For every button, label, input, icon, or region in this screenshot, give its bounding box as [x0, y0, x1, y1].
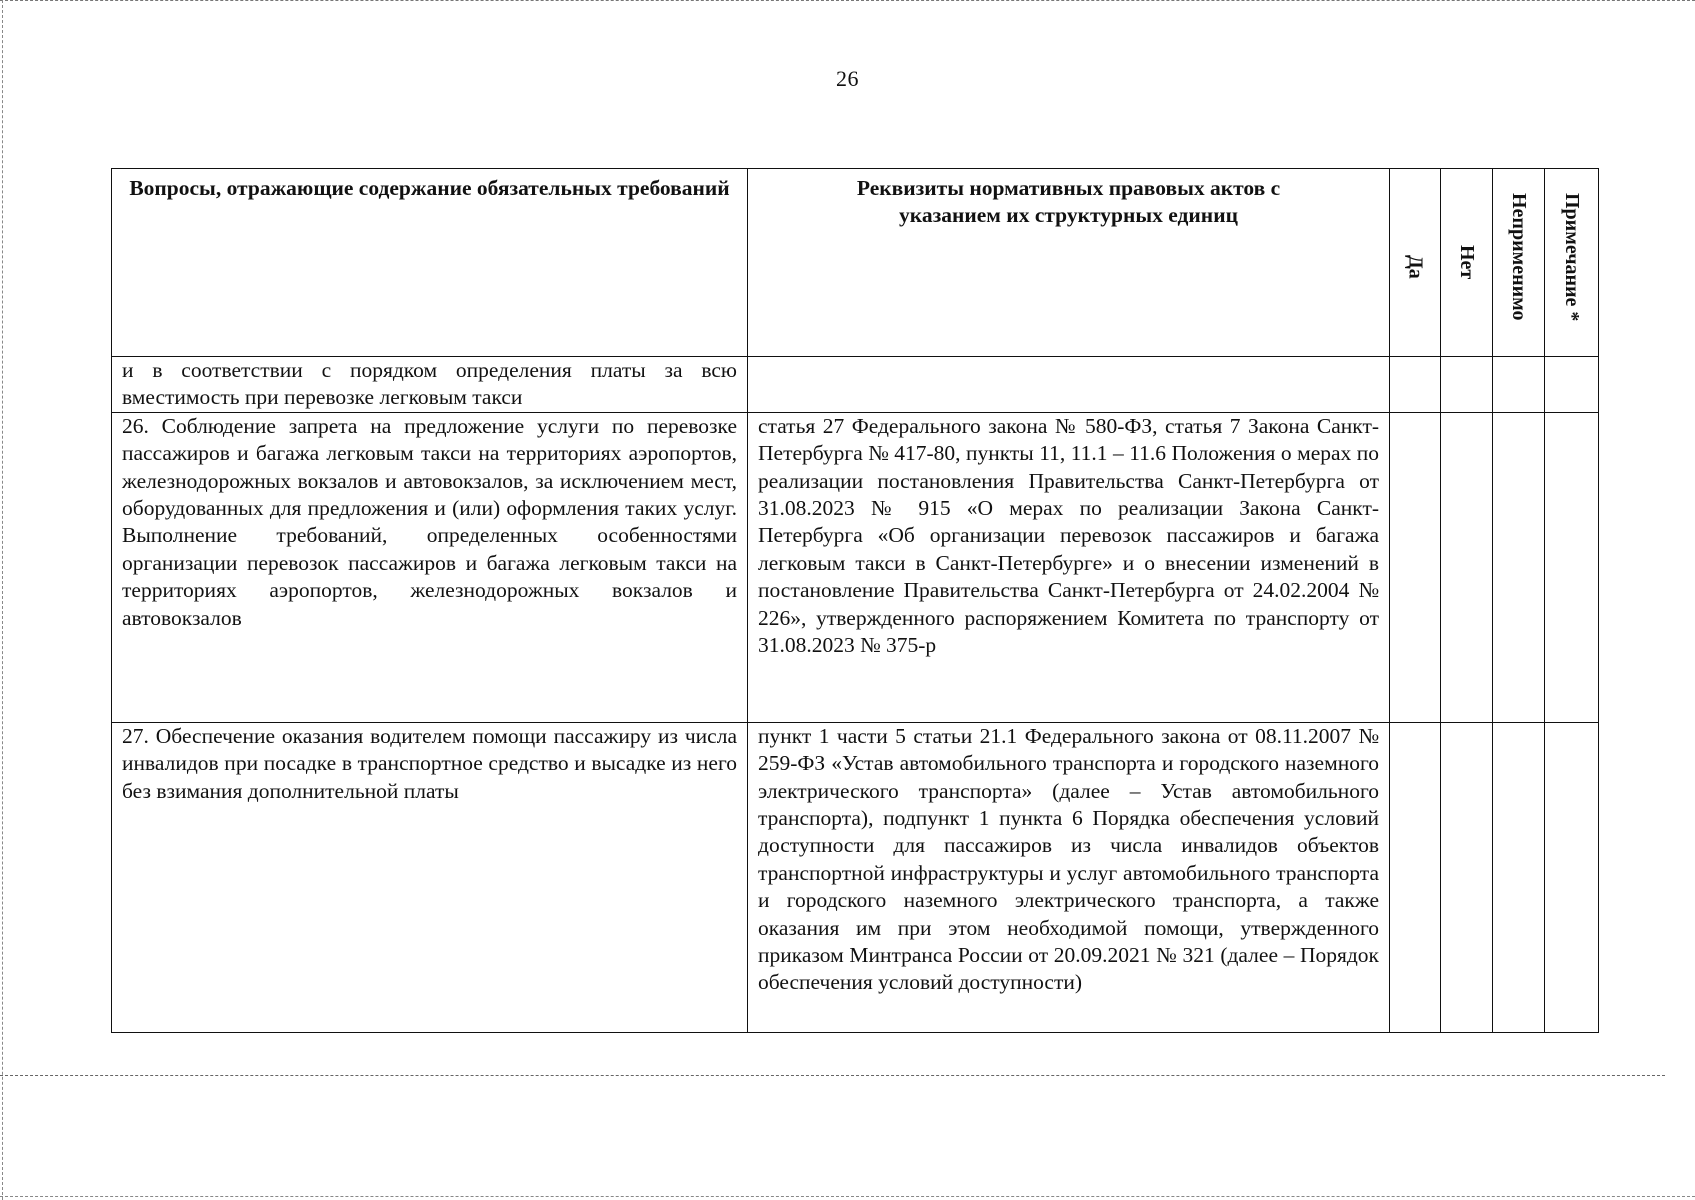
yes-cell — [1390, 722, 1441, 1032]
question-cell: и в соответствии с порядком определения платы за всю вместимость при перевозке легковым такси — [112, 357, 748, 413]
not-applicable-cell — [1493, 722, 1545, 1032]
table-row — [112, 357, 1599, 413]
header-no — [1441, 169, 1493, 357]
no-cell — [1441, 412, 1493, 722]
header-yes-label: Да — [1404, 255, 1427, 279]
scan-edge-bottom-lower — [0, 1196, 1695, 1198]
header-not-applicable-label: Неприменимо — [1508, 193, 1530, 321]
table-row — [112, 722, 1599, 1032]
requisites-cell — [748, 357, 1390, 413]
header-questions: Вопросы, отражающие содержание обязательных требований — [112, 169, 748, 357]
header-yes — [1390, 169, 1441, 357]
table-header-row — [112, 169, 1599, 357]
scan-edge-top — [0, 0, 1695, 3]
note-cell — [1545, 357, 1599, 413]
requisites-cell: статья 27 Федерального закона № 580-ФЗ, статья 7 Закона Санкт-Петербурга № 417-80, пункты 11, 11.1 – 11.6 Положения о мерах по реализации постановления Правительства Санкт-Петербурга от 31.08.2023 № 915 «О мерах по реализации Закона Санкт-Петербурга «Об организации перевозок пассажиров и багажа легковым такси в Санкт-Петербурге» и о внесении изменений в постановление Правительства Санкт-Петербурга от 24.02.2004 № 226», утвержденного распоряжением Комитета по транспорту от 31.08.2023 № 375-р — [748, 412, 1390, 722]
header-note — [1545, 169, 1599, 357]
no-cell — [1441, 722, 1493, 1032]
header-not-applicable — [1493, 169, 1545, 357]
scan-edge-bottom — [0, 1075, 1665, 1077]
note-cell — [1545, 412, 1599, 722]
no-cell — [1441, 357, 1493, 413]
question-cell: 26. Соблюдение запрета на предложение услуги по перевозке пассажиров и багажа легковым такси на территориях аэропортов, железнодорожных вокзалов и автовокзалов, за исключением мест, оборудованных для предложения и (или) оформления таких услуг. Выполнение требований, определенных особенностями организации перевозок пассажиров и багажа легковым такси на территориях аэропортов, железнодорожных вокзалов и автовокзалов — [112, 412, 748, 722]
requisites-cell: пункт 1 части 5 статьи 21.1 Федерального закона от 08.11.2007 № 259-ФЗ «Устав автомобильного транспорта и городского наземного электрического транспорта» (далее – Устав автомобильного транспорта), подпункт 1 пункта 6 Порядка обеспечения условий доступности для пассажиров из числа инвалидов объектов транспортной инфраструктуры и услуг автомобильного транспорта и городского наземного электрического транспорта, а также оказания им при этом необходимой помощи, утвержденного приказом Минтранса России от 20.09.2021 № 321 (далее – Порядок обеспечения условий доступности) — [748, 722, 1390, 1032]
requirements-table — [111, 168, 1599, 1033]
header-note-label: Примечание * — [1561, 193, 1583, 322]
question-cell: 27. Обеспечение оказания водителем помощи пассажиру из числа инвалидов при посадке в транспортное средство и высадке из него без взимания дополнительной платы — [112, 722, 748, 1032]
scan-edge-left — [2, 0, 4, 1200]
page-number: 26 — [836, 66, 859, 91]
header-requisites: Реквизиты нормативных правовых актов с указанием их структурных единиц — [748, 169, 1390, 357]
table-row — [112, 412, 1599, 722]
yes-cell — [1390, 412, 1441, 722]
yes-cell — [1390, 357, 1441, 413]
note-cell — [1545, 722, 1599, 1032]
not-applicable-cell — [1493, 412, 1545, 722]
not-applicable-cell — [1493, 357, 1545, 413]
header-no-label: Нет — [1456, 245, 1478, 280]
